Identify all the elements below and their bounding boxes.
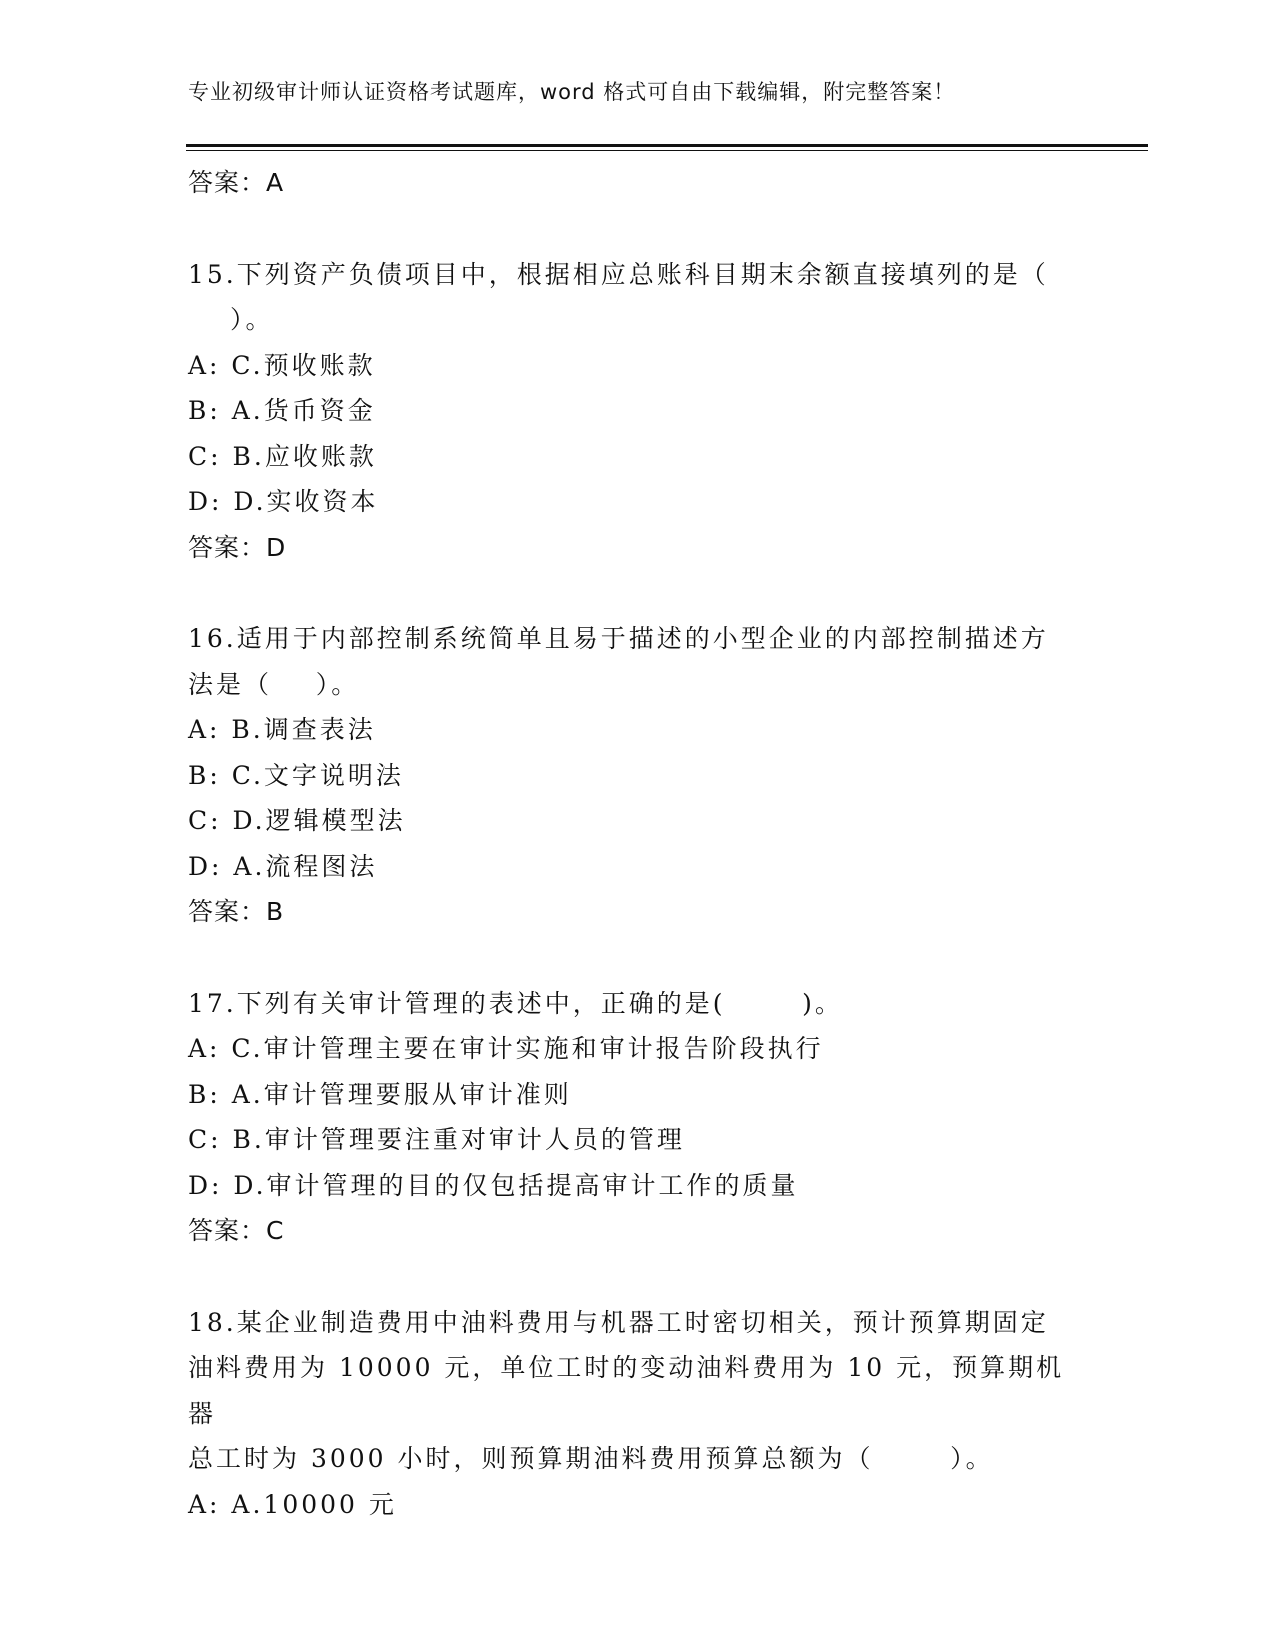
option-d: D: D.审计管理的目的仅包括提高审计工作的质量	[188, 1170, 799, 1200]
question-block	[188, 616, 1088, 935]
question-block	[188, 981, 1088, 1254]
question-block	[188, 1300, 1088, 1528]
option-d: D: D.实收资本	[188, 487, 379, 516]
answer-line: 答案：A	[188, 168, 285, 197]
question-stem: ）。	[230, 305, 274, 334]
header-rule-thick	[186, 144, 1148, 147]
option-b: B: A.货币资金	[188, 396, 376, 425]
header-rule-thin	[186, 150, 1148, 151]
question-stem: 16.适用于内部控制系统简单且易于描述的小型企业的内部控制描述方	[188, 624, 1049, 653]
option-c: C: D.逻辑模型法	[188, 806, 406, 835]
option-d: D: A.流程图法	[188, 851, 378, 881]
question-block	[188, 252, 1088, 571]
answer-line: 答案：C	[188, 1216, 285, 1245]
option-b: B: C.文字说明法	[188, 760, 404, 790]
answer-line: 答案：D	[188, 532, 287, 562]
option-a: A: A.10000 元	[188, 1489, 397, 1519]
option-b: B: A.审计管理要服从审计准则	[188, 1079, 572, 1109]
question-stem: 法是（ ）。	[188, 669, 360, 699]
option-a: A: C.审计管理主要在审计实施和审计报告阶段执行	[188, 1034, 824, 1063]
question-list	[188, 160, 1088, 1527]
question-stem: 18.某企业制造费用中油料费用与机器工时密切相关，预计预算期固定	[188, 1307, 1049, 1337]
answer-line: 答案：B	[188, 897, 285, 926]
option-c: C: B.审计管理要注重对审计人员的管理	[188, 1125, 685, 1154]
question-stem: 油料费用为 10000 元，单位工时的变动油料费用为 10 元，预算期机器	[188, 1353, 1065, 1428]
option-c: C: B.应收账款	[188, 441, 377, 471]
question-stem: 总工时为 3000 小时，则预算期油料费用预算总额为（ ）。	[188, 1444, 994, 1473]
question-stem: 17.下列有关审计管理的表述中，正确的是( )。	[188, 988, 843, 1018]
question-stem: 15.下列资产负债项目中，根据相应总账科目期末余额直接填列的是（	[188, 259, 1049, 289]
page-header: 专业初级审计师认证资格考试题库，word 格式可自由下载编辑，附完整答案！	[188, 80, 956, 104]
option-a: A: C.预收账款	[188, 350, 376, 380]
option-a: A: B.调查表法	[188, 715, 376, 744]
